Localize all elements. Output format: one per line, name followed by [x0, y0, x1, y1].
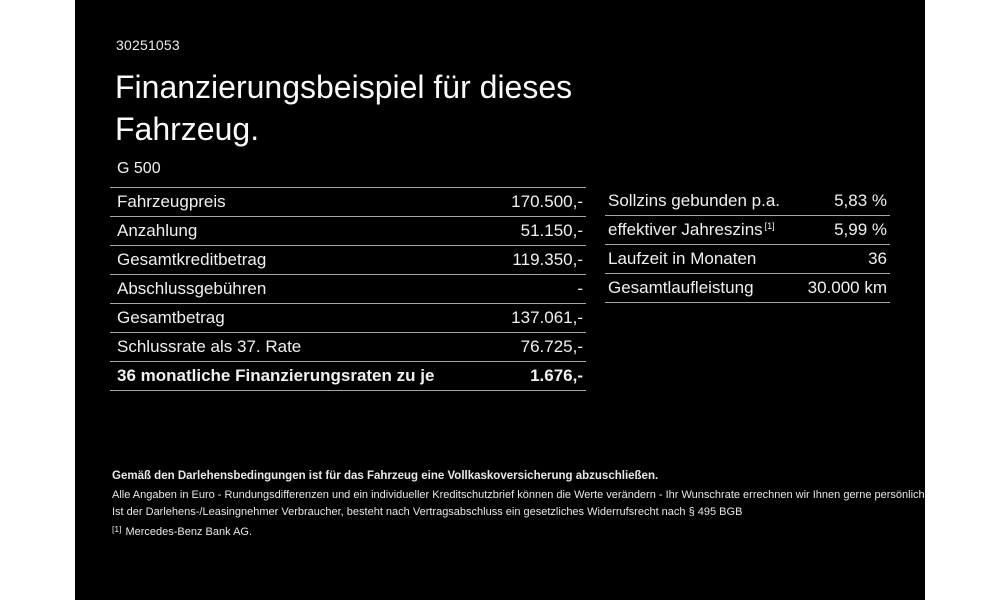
legal-footer [112, 469, 925, 538]
row-value: 51.150,- [520, 221, 583, 240]
table-row [605, 187, 890, 216]
disclaimer-line: Alle Angaben in Euro - Rundungsdifferenzen und ein individueller Kreditschutzbrief können die Werte verändern - Ihr Wunschrate errechnen wir Ihnen gerne persönlich [112, 489, 925, 501]
table-row [605, 245, 890, 274]
row-value: 36 [868, 249, 887, 268]
row-value: 76.725,- [520, 337, 583, 356]
row-label: Gesamtlaufleistung [608, 278, 754, 297]
vehicle-model-label: G 500 [117, 160, 161, 177]
row-label: effektiver Jahreszins [1] [608, 220, 775, 239]
financing-conditions-table [605, 187, 890, 303]
table-row [110, 333, 586, 362]
row-label: 36 monatliche Finanzierungsraten zu je [117, 366, 435, 385]
row-label: Sollzins gebunden p.a. [608, 191, 781, 210]
row-value: 5,83 % [834, 191, 887, 210]
financing-sheet-panel [75, 0, 925, 600]
row-value: 1.676,- [530, 366, 583, 385]
table-row [605, 274, 890, 303]
row-label: Gesamtbetrag [117, 308, 225, 327]
footnote-text: Mercedes-Benz Bank AG. [125, 526, 253, 538]
page-title: Finanzierungsbeispiel für dieses Fahrzeug. [115, 69, 573, 147]
row-label: Schlussrate als 37. Rate [117, 337, 302, 356]
row-label: Laufzeit in Monaten [608, 249, 757, 268]
table-row [110, 304, 586, 333]
table-row-monthly-rate [110, 362, 586, 391]
row-label: Abschlussgebühren [117, 279, 267, 298]
withdrawal-rights-line: Ist der Darlehens-/Leasingnehmer Verbraucher, besteht nach Vertragsabschluss ein gesetzliches Widerrufsrecht nach § 495 BGB [112, 505, 743, 518]
document-number: 30251053 [116, 37, 180, 53]
table-row [110, 188, 586, 217]
row-value: 5,99 % [834, 220, 887, 239]
financing-details-table [110, 187, 586, 391]
table-row [110, 217, 586, 246]
row-label: Gesamtkreditbetrag [117, 250, 267, 269]
insurance-requirement-note: Gemäß den Darlehensbedingungen ist für das Fahrzeug eine Vollkaskoversicherung abzuschließen. [112, 470, 659, 482]
row-value: - [577, 279, 583, 298]
row-value: 170.500,- [511, 192, 583, 211]
footnote-reference: [1] [764, 221, 775, 231]
row-value: 119.350,- [512, 250, 583, 269]
row-label: Fahrzeugpreis [117, 192, 226, 211]
table-row [110, 246, 586, 275]
table-row [110, 275, 586, 304]
row-value: 30.000 km [807, 278, 887, 297]
footnote-bank [112, 526, 912, 538]
table-row [605, 216, 890, 245]
footnote-marker: [1] [112, 524, 122, 534]
row-label: Anzahlung [117, 221, 198, 240]
row-value: 137.061,- [511, 308, 583, 327]
